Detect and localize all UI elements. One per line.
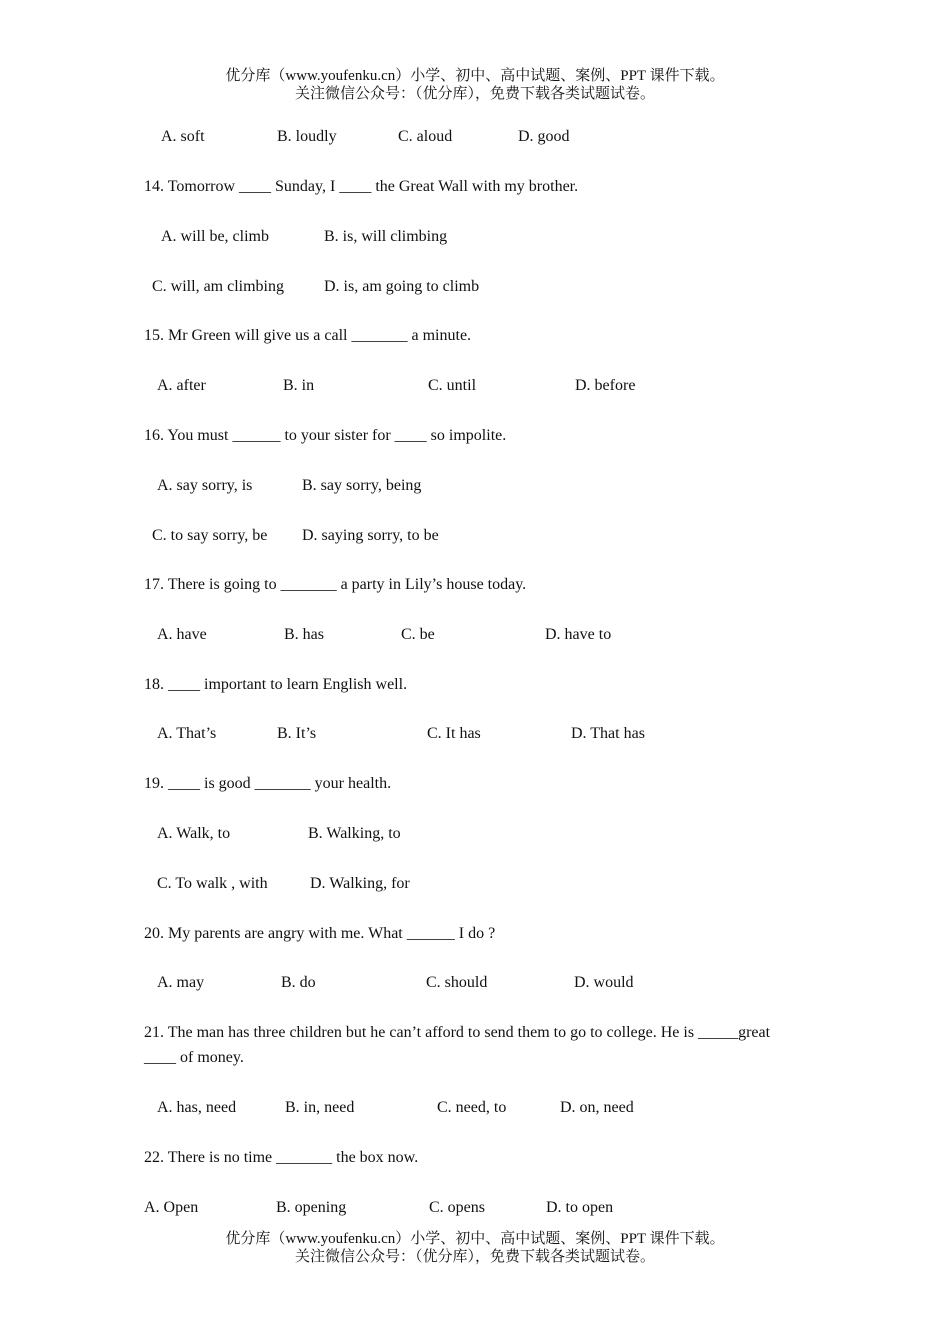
option-a: A. say sorry, is bbox=[157, 477, 253, 494]
option-d: D. would bbox=[574, 974, 634, 991]
option-b: B. is, will climbing bbox=[324, 228, 448, 245]
header-line-1: 优分库（www.youfenku.cn）小学、初中、高中试题、案例、PPT 课件下载。 bbox=[225, 68, 725, 84]
option-d: D. have to bbox=[545, 626, 612, 643]
footer-line-2: 关注微信公众号：（优分库），免费下载各类试题试卷。 bbox=[294, 1249, 655, 1265]
option-b: B. Walking, to bbox=[308, 825, 401, 842]
question-stem: 19. ____ is good _______ your health. bbox=[144, 775, 392, 792]
option-b: B. has bbox=[284, 626, 324, 643]
option-c: C. until bbox=[428, 377, 477, 394]
option-c: C. should bbox=[426, 974, 488, 991]
footer-line-1: 优分库（www.youfenku.cn）小学、初中、高中试题、案例、PPT 课件下载。 bbox=[225, 1231, 725, 1247]
option-b: B. in, need bbox=[285, 1099, 355, 1116]
option-d: D. before bbox=[575, 377, 636, 394]
option-a: A. after bbox=[157, 377, 206, 394]
option-d: D. is, am going to climb bbox=[324, 278, 480, 295]
page-header bbox=[0, 67, 950, 103]
option-c: C. to say sorry, be bbox=[152, 527, 268, 544]
question-stem: 22. There is no time _______ the box now. bbox=[144, 1149, 419, 1166]
option-c: C. To walk , with bbox=[157, 875, 268, 892]
option-b: B. say sorry, being bbox=[302, 477, 422, 494]
option-d: D. saying sorry, to be bbox=[302, 527, 439, 544]
option-a: A. soft bbox=[161, 128, 205, 145]
option-d: D. good bbox=[518, 128, 570, 145]
question-stem: 15. Mr Green will give us a call _______ a minute. bbox=[144, 327, 472, 344]
option-b: B. do bbox=[281, 974, 316, 991]
question-stem: 14. Tomorrow ____ Sunday, I ____ the Great Wall with my brother. bbox=[144, 178, 579, 195]
option-d: D. to open bbox=[546, 1199, 614, 1216]
option-d: D. That has bbox=[571, 725, 645, 742]
question-stem-continued: ____ of money. bbox=[144, 1049, 244, 1066]
option-a: A. may bbox=[157, 974, 205, 991]
option-a: A. That’s bbox=[157, 725, 217, 742]
option-a: A. Open bbox=[144, 1199, 199, 1216]
option-c: C. need, to bbox=[437, 1099, 507, 1116]
option-c: C. will, am climbing bbox=[152, 278, 284, 295]
option-c: C. opens bbox=[429, 1199, 485, 1216]
option-b: B. in bbox=[283, 377, 315, 394]
question-stem: 21. The man has three children but he can’t afford to send them to go to college. He is _____great bbox=[144, 1024, 771, 1041]
option-d: D. on, need bbox=[560, 1099, 634, 1116]
option-b: B. loudly bbox=[277, 128, 337, 145]
option-a: A. Walk, to bbox=[157, 825, 231, 842]
option-c: C. aloud bbox=[398, 128, 453, 145]
question-stem: 16. You must ______ to your sister for ____ so impolite. bbox=[144, 427, 507, 444]
option-d: D. Walking, for bbox=[310, 875, 410, 892]
option-c: C. be bbox=[401, 626, 435, 643]
option-a: A. have bbox=[157, 626, 207, 643]
question-stem: 20. My parents are angry with me. What ______ I do ? bbox=[144, 925, 496, 942]
option-c: C. It has bbox=[427, 725, 481, 742]
option-a: A. will be, climb bbox=[161, 228, 269, 245]
header-line-2: 关注微信公众号：（优分库），免费下载各类试题试卷。 bbox=[294, 86, 655, 102]
option-b: B. It’s bbox=[277, 725, 317, 742]
question-stem: 18. ____ important to learn English well. bbox=[144, 676, 408, 693]
question-stem: 17. There is going to _______ a party in Lily’s house today. bbox=[144, 576, 527, 593]
option-b: B. opening bbox=[276, 1199, 347, 1216]
option-a: A. has, need bbox=[157, 1099, 237, 1116]
page-footer bbox=[0, 1230, 950, 1266]
